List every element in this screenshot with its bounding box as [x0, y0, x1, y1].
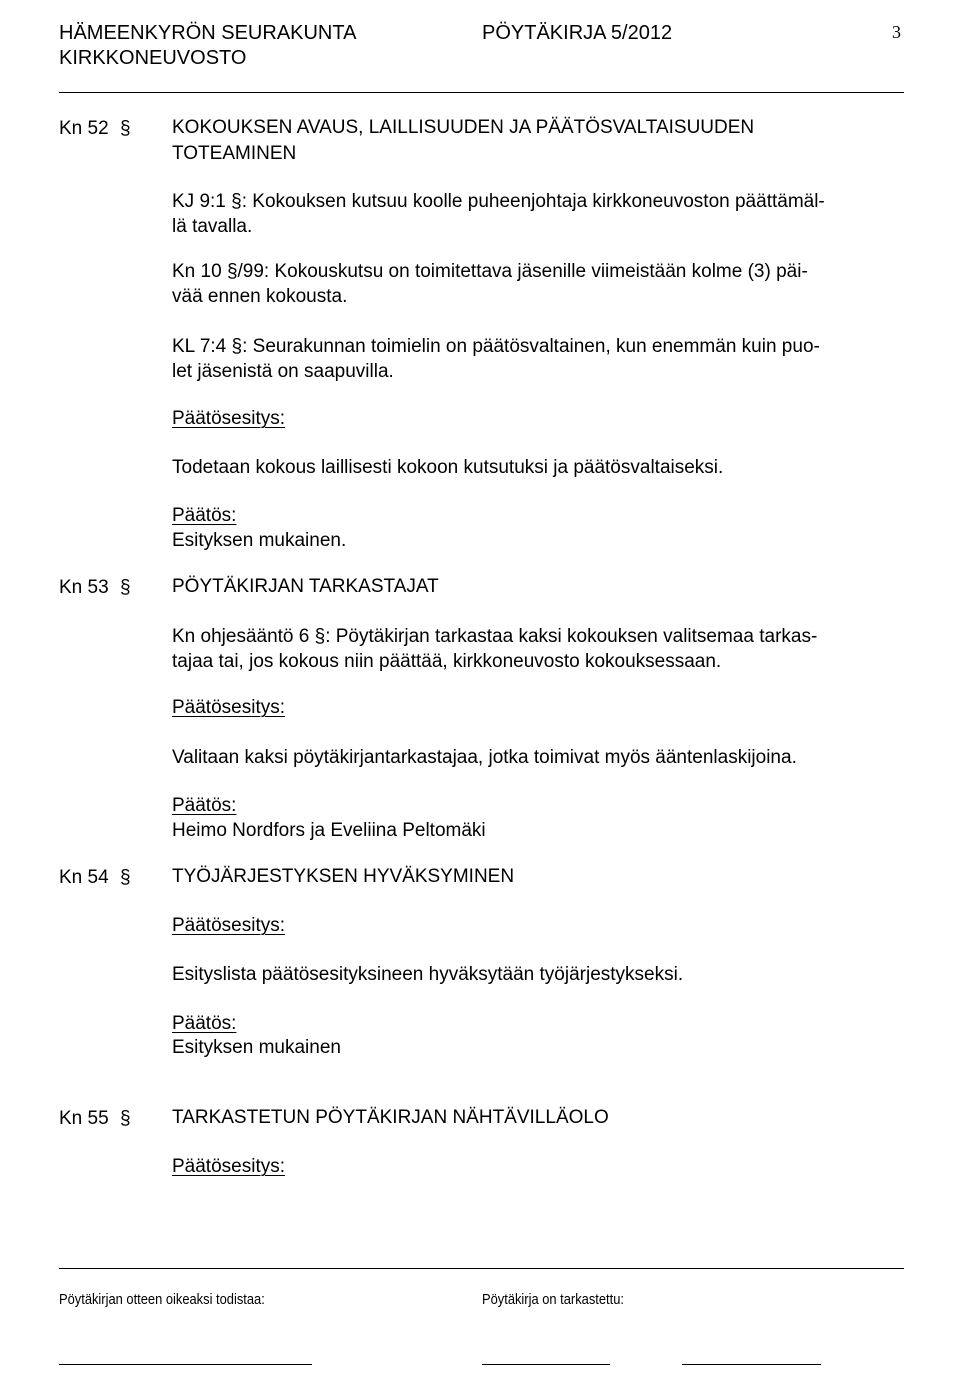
decision-label: Päätös: [172, 505, 237, 526]
proposal-text: Valitaan kaksi pöytäkirjantarkastajaa, jotka toimivat myös ääntenlaskijoina. [172, 747, 797, 768]
proposal-label: Päätösesitys: [172, 1156, 285, 1177]
certification-label: Pöytäkirjan otteen oikeaksi todistaa: [59, 1291, 265, 1308]
legal-reference-paragraph: KJ 9:1 §: Kokouksen kutsuu koolle puheenjohtaja kirkkoneuvoston päättämäl- lä tavalla. [172, 191, 825, 237]
proposal-label: Päätösesitys: [172, 408, 285, 429]
paragraph-sign: § [120, 577, 131, 598]
paragraph-sign: § [120, 118, 131, 139]
legal-reference-paragraph: Kn 10 §/99: Kokouskutsu on toimitettava jäsenille viimeistään kolme (3) päi- vää ennen kokousta. [172, 261, 808, 307]
paragraph-sign: § [120, 867, 131, 888]
section-title: TYÖJÄRJESTYKSEN HYVÄKSYMINEN [172, 866, 515, 887]
signature-line [682, 1364, 821, 1365]
signature-line [482, 1364, 610, 1365]
organization-name: HÄMEENKYRÖN SEURAKUNTA [59, 22, 357, 44]
section-number: Kn 53 [59, 577, 109, 598]
governing-body-name: KIRKKONEUVOSTO [59, 47, 247, 69]
section-title: KOKOUKSEN AVAUS, LAILLISUUDEN JA PÄÄTÖSVALTAISUUDEN TOTEAMINEN [172, 117, 755, 164]
document-title: PÖYTÄKIRJA 5/2012 [482, 22, 673, 44]
section-number: Kn 55 [59, 1108, 109, 1129]
proposal-text: Esityslista päätösesityksineen hyväksytään työjärjestykseksi. [172, 964, 684, 985]
footer-rule [59, 1268, 904, 1269]
proposal-label: Päätösesitys: [172, 915, 285, 936]
review-label: Pöytäkirja on tarkastettu: [482, 1291, 624, 1308]
section-number: Kn 52 [59, 118, 109, 139]
proposal-text: Todetaan kokous laillisesti kokoon kutsutuksi ja päätösvaltaiseksi. [172, 457, 724, 478]
header-rule [59, 92, 904, 93]
page-number: 3 [892, 22, 901, 42]
decision-text: Esityksen mukainen. [172, 530, 347, 551]
proposal-label: Päätösesitys: [172, 697, 285, 718]
decision-label: Päätös: [172, 795, 237, 816]
legal-reference-paragraph: Kn ohjesääntö 6 §: Pöytäkirjan tarkastaa kaksi kokouksen valitsemaa tarkas- tajaa tai, jos kokous niin päättää, kirkkoneuvosto kokouksessaan. [172, 626, 818, 672]
section-title: TARKASTETUN PÖYTÄKIRJAN NÄHTÄVILLÄOLO [172, 1107, 609, 1128]
decision-label: Päätös: [172, 1013, 237, 1034]
decision-text: Heimo Nordfors ja Eveliina Peltomäki [172, 820, 486, 841]
signature-line [59, 1364, 312, 1365]
decision-text: Esityksen mukainen [172, 1037, 341, 1058]
section-number: Kn 54 [59, 867, 109, 888]
paragraph-sign: § [120, 1108, 131, 1129]
section-title: PÖYTÄKIRJAN TARKASTAJAT [172, 576, 439, 597]
legal-reference-paragraph: KL 7:4 §: Seurakunnan toimielin on päätösvaltainen, kun enemmän kuin puo- let jäsenistä on saapuvilla. [172, 336, 820, 382]
